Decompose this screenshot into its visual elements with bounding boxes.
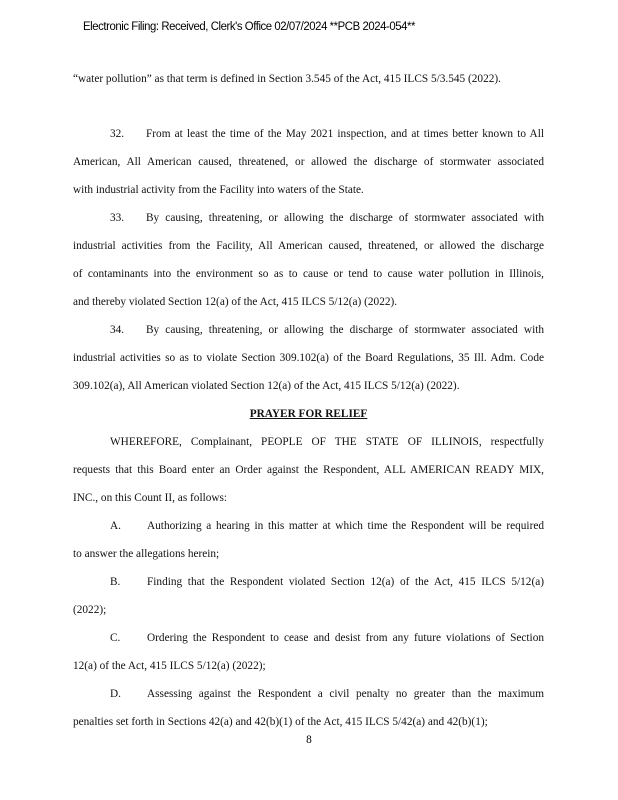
item-letter: A. (110, 520, 121, 532)
relief-item-d-line-2: penalties set forth in Sections 42(a) and 42(b)(1) of the Act, 415 ILCS 5/42(a) and 42(b)(1); (73, 716, 488, 728)
relief-item-b-line-1 (73, 575, 544, 589)
item-text: Assessing against the Respondent a civil penalty no greater than the maximum (147, 688, 544, 700)
item-letter: B. (110, 576, 121, 588)
paragraph-31-tail: “water pollution” as that term is defined in Section 3.545 of the Act, 415 ILCS 5/3.545 (2022). (73, 73, 501, 85)
wherefore-line-2: requests that this Board enter an Order against the Respondent, ALL AMERICAN READY MIX, (73, 464, 544, 476)
item-text: Authorizing a hearing in this matter at which time the Respondent will be required (147, 520, 544, 532)
relief-item-a-line-1 (73, 519, 544, 533)
item-letter: D. (110, 688, 121, 700)
paragraph-33-line-1 (73, 211, 544, 225)
relief-item-c-line-1 (73, 631, 544, 645)
paragraph-number: 33. (110, 212, 125, 224)
relief-item-b-line-2: (2022); (73, 604, 107, 616)
paragraph-number: 32. (110, 128, 125, 140)
wherefore-line-3: INC., on this Count II, as follows: (73, 492, 228, 504)
paragraph-33-line-4: and thereby violated Section 12(a) of the Act, 415 ILCS 5/12(a) (2022). (73, 296, 398, 308)
paragraph-34-line-3: 309.102(a), All American violated Section 12(a) of the Act, 415 ILCS 5/12(a) (2022). (73, 380, 460, 392)
relief-item-d-line-1 (73, 687, 544, 701)
paragraph-33-line-2: industrial activities from the Facility, All American caused, threatened, or allowed the discharge (73, 240, 544, 252)
paragraph-32-line-2: American, All American caused, threatened, or allowed the discharge of stormwater associated (73, 156, 544, 168)
item-text: Finding that the Respondent violated Section 12(a) of the Act, 415 ILCS 5/12(a) (147, 576, 544, 588)
paragraph-33-line-3: of contaminants into the environment so as to cause or tend to cause water pollution in Illinois, (73, 268, 544, 280)
relief-item-c-line-2: 12(a) of the Act, 415 ILCS 5/12(a) (2022); (73, 660, 266, 672)
prayer-for-relief-heading: PRAYER FOR RELIEF (249, 408, 368, 420)
paragraph-32-line-1 (73, 127, 544, 141)
item-letter: C. (110, 632, 121, 644)
paragraph-text: By causing, threatening, or allowing the discharge of stormwater associated with (146, 324, 544, 336)
item-text: Ordering the Respondent to cease and desist from any future violations of Section (147, 632, 544, 644)
page-number: 8 (306, 734, 312, 746)
paragraph-34-line-2: industrial activities so as to violate Section 309.102(a) of the Board Regulations, 35 Ill. Adm. Code (73, 352, 544, 364)
paragraph-34-line-1 (73, 323, 544, 337)
wherefore-line-1: WHEREFORE, Complainant, PEOPLE OF THE STATE OF ILLINOIS, respectfully (110, 436, 544, 448)
paragraph-text: From at least the time of the May 2021 inspection, and at times better known to All (146, 128, 544, 140)
paragraph-32-line-3: with industrial activity from the Facility into waters of the State. (73, 184, 364, 196)
filing-stamp-header: Electronic Filing: Received, Clerk's Office 02/07/2024 **PCB 2024-054** (83, 19, 415, 33)
relief-item-a-line-2: to answer the allegations herein; (73, 548, 220, 560)
paragraph-number: 34. (110, 324, 125, 336)
paragraph-text: By causing, threatening, or allowing the discharge of stormwater associated with (146, 212, 544, 224)
